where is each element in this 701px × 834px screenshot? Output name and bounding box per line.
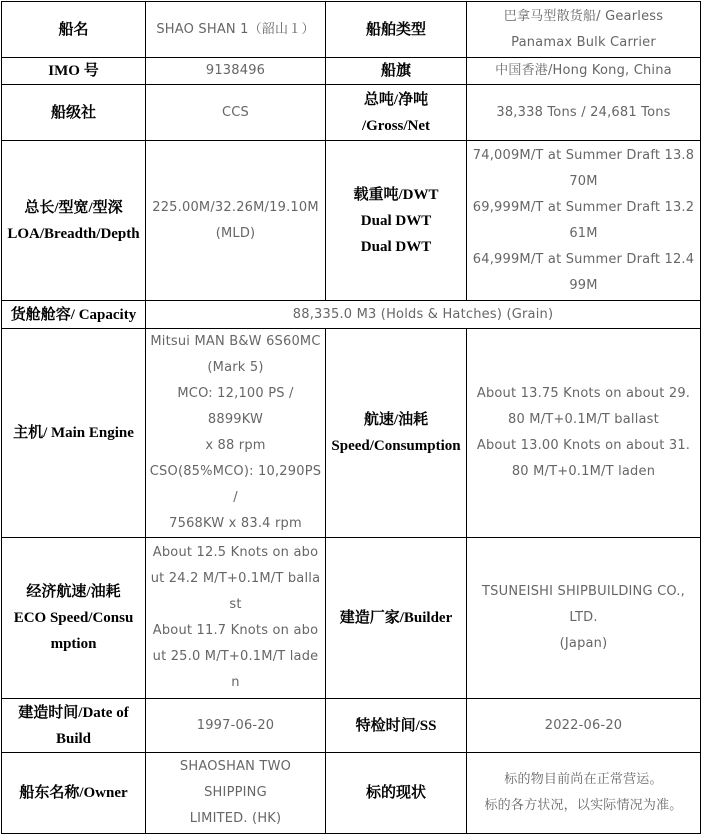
status-line: 标的各方状况，以实际情况为准。 — [484, 798, 683, 813]
dwt-label-line: 载重吨/DWT — [353, 186, 439, 203]
main-engine-label: 主机/ Main Engine — [2, 329, 146, 538]
ship-type-value — [467, 2, 701, 58]
ship-name-value: SHAO SHAN 1（韶山１） — [146, 2, 326, 58]
engine-line: (Mark 5) — [207, 360, 264, 375]
dimensions-label — [2, 141, 146, 301]
dimensions-label-line: LOA/Breadth/Depth — [7, 225, 140, 242]
builder-line: TSUNEISHI SHIPBUILDING CO., LTD. — [482, 584, 685, 625]
eco-speed-value — [146, 538, 326, 699]
engine-line: Mitsui MAN B&W 6S60MC — [150, 334, 321, 349]
speed-line: 80 M/T+0.1M/T laden — [511, 464, 656, 479]
owner-label: 船东名称/Owner — [2, 753, 146, 834]
eco-label-line: 经济航速/油耗 — [26, 584, 121, 600]
row-eco-builder — [2, 538, 701, 699]
engine-line: x 88 rpm — [205, 438, 266, 453]
eco-speed-label — [2, 538, 146, 699]
dwt-line: 70M — [569, 173, 598, 189]
row-build-ss — [2, 699, 701, 753]
speed-label-line: 航速/油耗 — [363, 412, 429, 428]
imo-value: 9138496 — [146, 58, 326, 85]
eco-line: st — [229, 597, 242, 612]
owner-line: LIMITED. (HK) — [189, 811, 282, 826]
tonnage-value: 38,338 Tons / 24,681 Tons — [467, 85, 701, 141]
speed-value — [467, 329, 701, 538]
dimensions-line: 225.00M/32.26M/19.10M — [152, 199, 319, 215]
row-name-type — [2, 2, 701, 58]
status-value — [467, 753, 701, 834]
engine-line: CSO(85%MCO): 10,290PS / — [149, 464, 322, 505]
special-survey-value: 2022-06-20 — [467, 699, 701, 753]
eco-label-line: mption — [50, 636, 97, 652]
eco-line: ut 24.2 M/T+0.1M/T balla — [150, 571, 321, 586]
speed-line: About 13.75 Knots on about 29. — [476, 386, 691, 401]
class-society-label: 船级社 — [2, 85, 146, 141]
speed-line: About 13.00 Knots on about 31. — [476, 438, 691, 453]
dwt-value — [467, 141, 701, 301]
row-owner-status — [2, 753, 701, 834]
capacity-value: 88,335.0 M3 (Holds & Hatches) (Grain) — [146, 301, 701, 329]
owner-value — [146, 753, 326, 834]
eco-line: ut 25.0 M/T+0.1M/T lade — [152, 649, 319, 664]
build-date-value: 1997-06-20 — [146, 699, 326, 753]
status-line: 标的物目前尚在正常营运。 — [504, 772, 663, 787]
engine-line: 7568KW x 83.4 rpm — [169, 516, 302, 531]
flag-label: 船旗 — [326, 58, 467, 85]
row-capacity — [2, 301, 701, 329]
dwt-line: 74,009M/T at Summer Draft 13.8 — [472, 147, 695, 163]
ship-type-line: Panamax Bulk Carrier — [511, 34, 656, 50]
build-date-label-line: Build — [55, 730, 92, 747]
eco-line: About 12.5 Knots on abo — [152, 545, 319, 560]
imo-label: IMO 号 — [2, 58, 146, 85]
dimensions-label-line: 总长/型宽/型深 — [24, 199, 123, 216]
eco-line: n — [231, 675, 240, 690]
dwt-line: 64,999M/T at Summer Draft 12.4 — [472, 251, 695, 267]
tonnage-label-line: 总吨/净吨 — [363, 91, 429, 108]
dimensions-line: (MLD) — [215, 225, 256, 241]
builder-label: 建造厂家/Builder — [326, 538, 467, 699]
dwt-label-line: Dual DWT — [360, 238, 432, 255]
dwt-line: 69,999M/T at Summer Draft 13.2 — [472, 199, 695, 215]
row-engine-speed — [2, 329, 701, 538]
build-date-label-line: 建造时间/Date of — [18, 704, 129, 721]
speed-label — [326, 329, 467, 538]
class-society-value: CCS — [146, 85, 326, 141]
tonnage-label — [326, 85, 467, 141]
dwt-line: 99M — [569, 277, 598, 293]
engine-line: MCO: 12,100 PS / 8899KW — [177, 386, 294, 427]
main-engine-value — [146, 329, 326, 538]
row-class-tonnage — [2, 85, 701, 141]
dwt-label — [326, 141, 467, 301]
eco-line: About 11.7 Knots on abo — [152, 623, 319, 638]
speed-label-line: Speed/Consumption — [331, 438, 461, 454]
special-survey-label: 特检时间/SS — [326, 699, 467, 753]
status-label: 标的现状 — [326, 753, 467, 834]
dwt-label-line: Dual DWT — [360, 212, 432, 229]
builder-value — [467, 538, 701, 699]
builder-line: (Japan) — [559, 636, 608, 651]
vessel-spec-table — [1, 1, 701, 834]
ship-type-line: 巴拿马型散货船/ Gearless — [503, 8, 664, 24]
ship-type-label: 船舶类型 — [326, 2, 467, 58]
dimensions-value — [146, 141, 326, 301]
dwt-line: 61M — [569, 225, 598, 241]
capacity-label: 货舱舱容/ Capacity — [2, 301, 146, 329]
owner-line: SHAOSHAN TWO SHIPPING — [179, 759, 292, 800]
ship-name-label: 船名 — [2, 2, 146, 58]
build-date-label — [2, 699, 146, 753]
speed-line: 80 M/T+0.1M/T ballast — [508, 412, 659, 427]
row-imo-flag — [2, 58, 701, 85]
tonnage-label-line: /Gross/Net — [361, 117, 431, 134]
row-dims-dwt — [2, 141, 701, 301]
flag-value: 中国香港/Hong Kong, China — [467, 58, 701, 85]
eco-label-line: ECO Speed/Consu — [13, 610, 134, 626]
